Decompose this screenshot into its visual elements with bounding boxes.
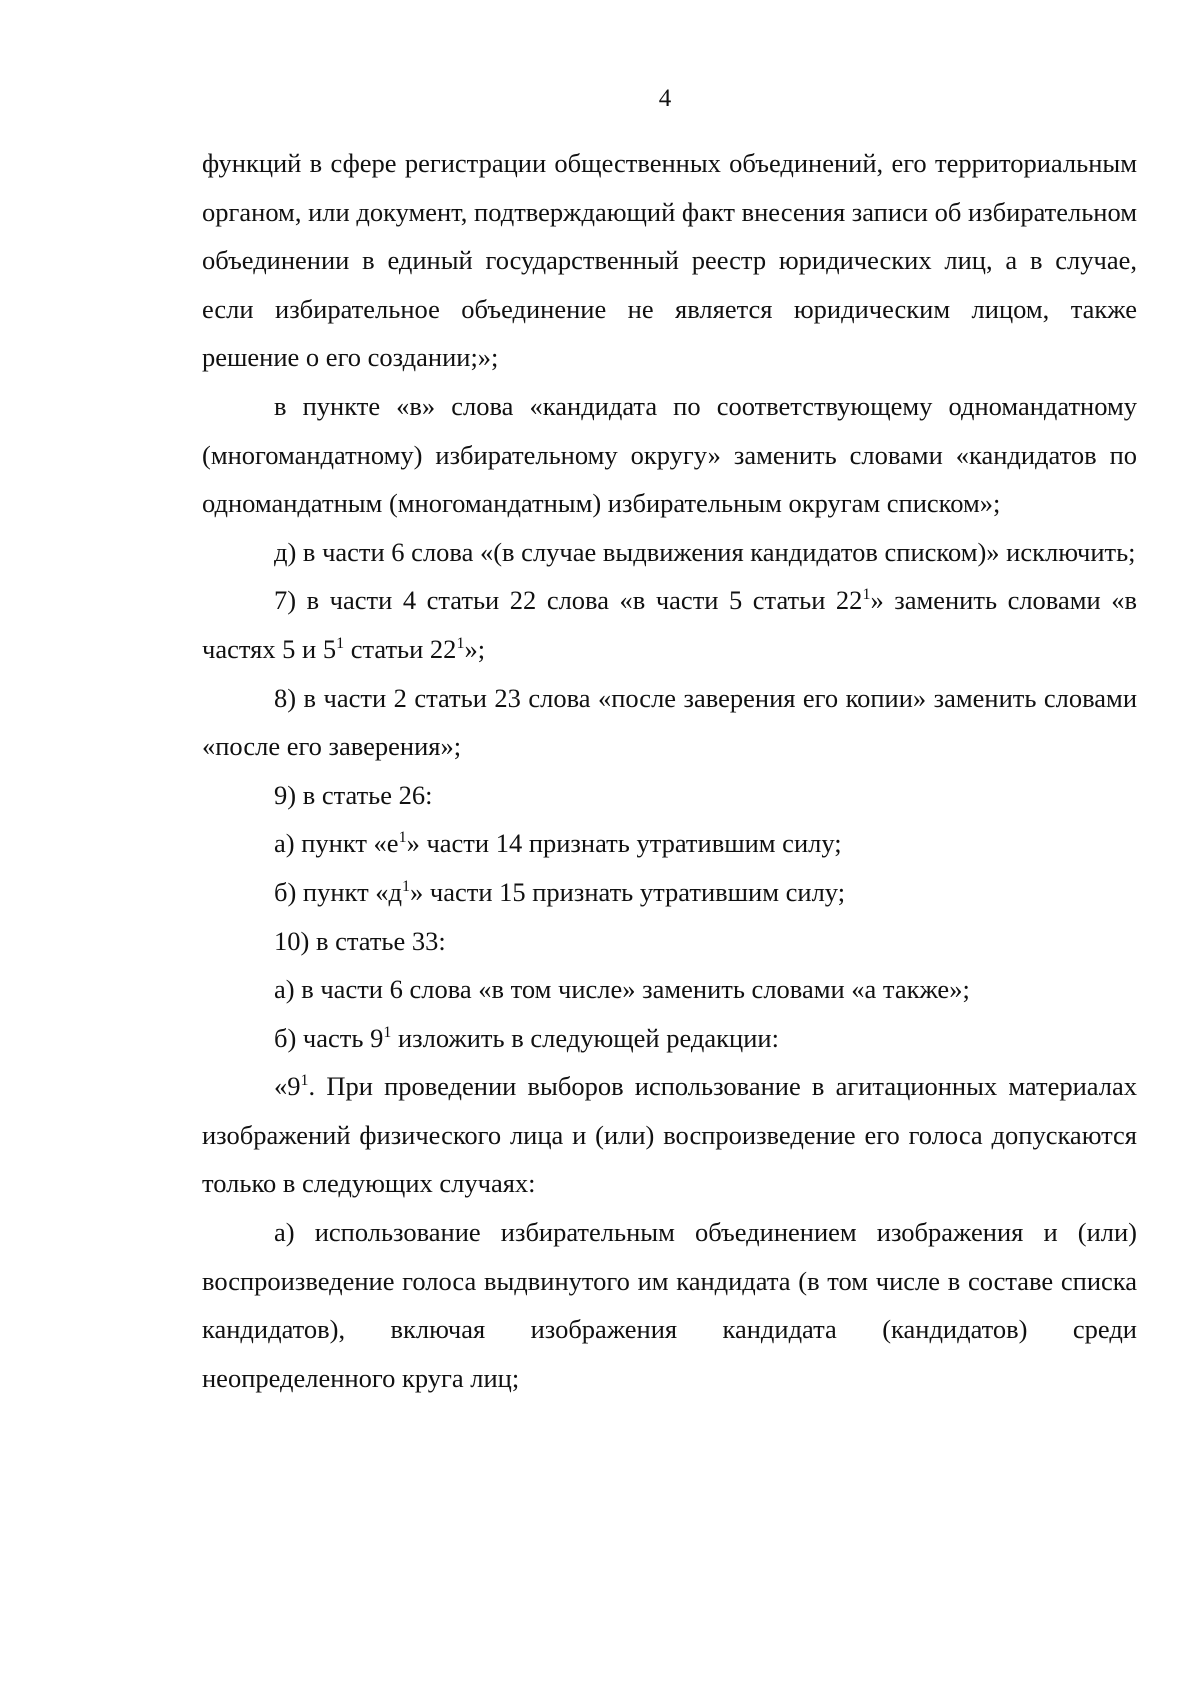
page-number: 4 [658,85,672,112]
document-body [202,139,1137,1402]
superscript: 1 [398,829,407,847]
text-run: » части 15 признать утратившим силу; [410,876,846,907]
paragraph-10: а) в части 6 слова «в том числе» заменить словами «а также»; [274,974,970,1005]
paragraph-5: 8) в части 2 статьи 23 слова «после заверения его копии» заменить словами «после его заверения»; [202,682,1137,762]
text-run: «9 [274,1071,301,1102]
paragraph-3: д) в части 6 слова «(в случае выдвижения кандидатов списком)» исключить; [274,536,1136,567]
text-run: б) часть 9 [274,1022,384,1053]
paragraph-13: а) использование избирательным объединением изображения и (или) воспроизведение голоса выдвинутого им кандидата (в том числе в составе списка кандидатов), включая изображения кандидата (кандидатов) среди неопределенного круга лиц; [202,1217,1137,1393]
superscript: 1 [300,1072,309,1090]
text-run: » заменить словами «в частях 5 и 5 [202,585,1137,664]
superscript: 1 [336,634,345,652]
paragraph-6: 9) в статье 26: [274,779,433,810]
text-run: » части 14 признать утратившим силу; [406,828,842,859]
paragraph-7 [202,819,1137,868]
text-run: а) пункт «е [274,828,399,859]
superscript: 1 [383,1023,392,1041]
text-run: »; [464,633,486,664]
superscript: 1 [402,877,411,895]
paragraph-8 [202,868,1137,917]
text-run: изложить в следующей редакции: [391,1022,779,1053]
paragraph-2: в пункте «в» слова «кандидата по соответствующему одномандатному (многомандатному) избирательному округу» заменить словами «кандидатов по одномандатным (многомандатным) избирательным округам списком»; [202,390,1137,519]
text-run: . При проведении выборов использование в агитационных материалах изображений физического лица и (или) воспроизведение его голоса допускаются только в следующих случаях: [202,1071,1137,1199]
paragraph-1: функций в сфере регистрации общественных объединений, его территориальным органом, или документ, подтверждающий факт внесения записи об избирательном объединении в единый государственный реестр юридических лиц, а в случае, если избирательное объединение не является юридическим лицом, также решение о его создании;»; [202,148,1137,373]
paragraph-9: 10) в статье 33: [274,925,446,956]
paragraph-11 [202,1014,1137,1063]
paragraph-12 [202,1062,1137,1208]
superscript: 1 [862,586,871,604]
superscript: 1 [456,634,465,652]
text-run: 7) в части 4 статьи 22 слова «в части 5 статьи 22 [274,585,863,616]
text-run: статьи 22 [344,633,457,664]
paragraph-4 [202,576,1137,673]
text-run: б) пункт «д [274,876,403,907]
